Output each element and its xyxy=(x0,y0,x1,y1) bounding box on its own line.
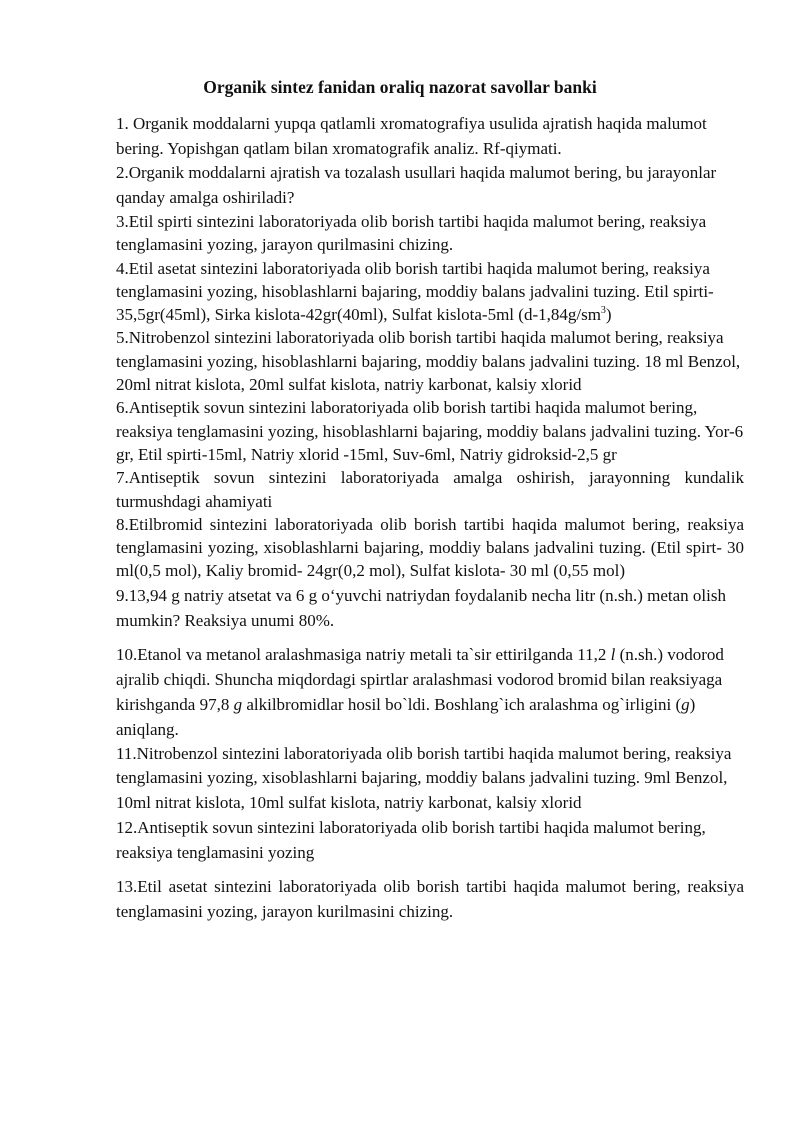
question-10-part-d: ) aniqlang. xyxy=(116,694,696,739)
unit-litre: l xyxy=(610,644,616,664)
question-4-text: 4.Etil asetat sintezini laboratoriyada olib borish tartibi haqida malumot bering, reaksiya tenglamasini yozing, hisoblashlarni bajaring, moddiy balans jadvalini tuzing. Etil spirti-35,5gr(45ml), Sirka kislota-42gr(40ml), Sulfat kislota-5ml (d-1,84g/sm xyxy=(116,258,714,325)
question-13: 13.Etil asetat sintezini laboratoriyada olib borish tartibi haqida malumot bering, reaksiya tenglamasini yozing, jarayon kurilmasini chizing. xyxy=(116,877,744,921)
question-1: 1. Organik moddalarni yupqa qatlamli xromatografiya usulida ajratish haqida malumot bering. Yopishgan qatlam bilan xromatografik analiz. Rf-qiymati. xyxy=(116,114,707,158)
question-list xyxy=(116,111,744,924)
question-12: 12.Antiseptik sovun sintezini laboratoriyada olib borish tartibi haqida malumot bering, reaksiya tenglamasini yozing xyxy=(116,818,706,863)
question-11: 11.Nitrobenzol sintezini laboratoriyada olib borish tartibi haqida malumot bering, reaksiya tenglamasini yozing, xisoblashlarni bajaring, moddiy balans jadvalini tuzing. 9ml Benzol, 10ml nitrat kislota, 10ml sulfat kislota, natriy karbonat, kalsiy xlorid xyxy=(116,743,732,812)
question-7: 7.Antiseptik sovun sintezini laboratoriyada amalga oshirish, jarayonning kundalik turmushdagi ahamiyati xyxy=(116,468,744,511)
question-10 xyxy=(116,642,744,742)
question-4-close: ) xyxy=(605,305,612,325)
question-10-part-a: 10.Etanol va metanol aralashmasiga natriy metali ta`sir ettirilganda 11,2 xyxy=(116,644,611,664)
question-8: 8.Etilbromid sintezini laboratoriyada olib borish tartibi haqida malumot bering, reaksiya tenglamasini yozing, xisoblashlarni bajaring, moddiy balans jadvalini tuzing. (Etil spirt- 30 ml(0,5 mol), Kaliy bromid- 24gr(0,2 mol), Sulfat kislota- 30 ml (0,55 mol) xyxy=(116,514,744,581)
question-2: 2.Organik moddalarni ajratish va tozalash usullari haqida malumot bering, bu jarayonlar qanday amalga oshiriladi? xyxy=(116,163,717,207)
question-3: 3.Etil spirti sintezini laboratoriyada olib borish tartibi haqida malumot bering, reaksiya tenglamasini yozing, jarayon qurilmasini chizing. xyxy=(116,212,707,255)
question-10-part-b: (n.sh.) vodorod ajralib chiqdi. Shuncha miqdordagi spirtlar aralashmasi vodorod bromid bilan reaksiyaga kirishganda 97,8 xyxy=(116,644,724,714)
question-4 xyxy=(116,257,744,327)
unit-gram-2: g xyxy=(681,694,690,714)
question-9: 9.13,94 g natriy atsetat va 6 g o‘yuvchi natriydan foydalanib necha litr (n.sh.) metan olish mumkin? Reaksiya unumi 80%. xyxy=(116,585,726,630)
unit-gram: g xyxy=(233,694,243,714)
question-10-part-c: alkilbromidlar hosil bo`ldi. Boshlang`ich aralashma og`irligini ( xyxy=(242,694,682,714)
question-6: 6.Antiseptik sovun sintezini laboratoriyada olib borish tartibi haqida malumot bering, reaksiya tenglamasini yozing, hisoblashlarni bajaring, moddiy balans jadvalini tuzing. Yor-6 gr, Etil spirti-15ml, Natriy xlorid -15ml, Suv-6ml, Natriy gidroksid-2,5 gr xyxy=(116,398,744,464)
superscript-cube: 3 xyxy=(600,305,606,317)
question-5: 5.Nitrobenzol sintezini laboratoriyada olib borish tartibi haqida malumot bering, reaksiya tenglamasini yozing, hisoblashlarni bajaring, moddiy balans jadvalini tuzing. 18 ml Benzol, 20ml nitrat kislota, 20ml sulfat kislota, natriy karbonat, kalsiy xlorid xyxy=(116,328,741,395)
document-title: Organik sintez fanidan oraliq nazorat savollar banki xyxy=(203,77,597,97)
